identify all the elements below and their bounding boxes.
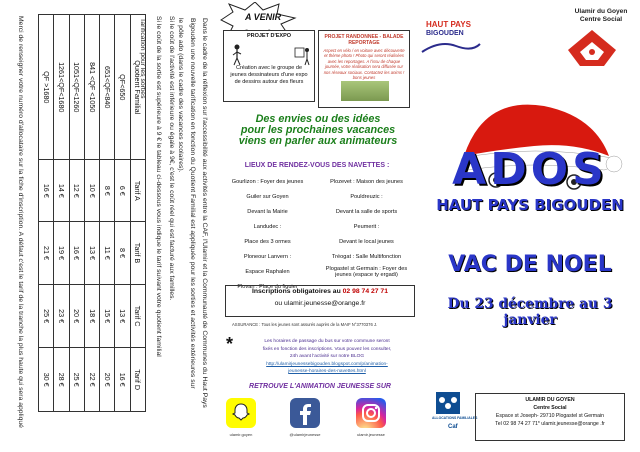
list-item bbox=[218, 264, 416, 279]
allocataire-note: Merci de renseigner votre numéro d'allocataire sur la fiche d'inscription. A défaut c'est le tarif de la tranche la plus haute qui sera appliqué bbox=[17, 16, 24, 428]
projet-expo-title: PROJET D'EXPO bbox=[246, 33, 292, 39]
lieu-right: Devant la salle de sports bbox=[335, 208, 398, 215]
snapchat-icon[interactable] bbox=[226, 398, 256, 428]
title-ados: ADOS bbox=[452, 144, 608, 195]
instagram-icon[interactable] bbox=[356, 398, 386, 428]
projet-expo-body: Création avec le groupe de jeunes dessinateurs d'une expo de dessins autour des fleurs bbox=[230, 65, 308, 85]
projet-expo-box bbox=[223, 30, 315, 102]
table-cell: 16 € bbox=[69, 222, 84, 285]
projet-rando-box bbox=[318, 30, 410, 108]
table-row bbox=[69, 15, 84, 412]
inscription-email-line bbox=[229, 300, 411, 307]
list-item bbox=[218, 234, 416, 249]
table-header: Quotient Familial bbox=[130, 15, 145, 160]
inscription-email[interactable]: ulamir.jeunesse@orange.fr bbox=[284, 300, 366, 307]
table-cell: 12 € bbox=[69, 160, 84, 222]
inscription-label: Inscriptions obligatoires au bbox=[251, 288, 341, 295]
envies-heading bbox=[218, 114, 418, 147]
ulamir-line-1: Ulamir du Goyen bbox=[574, 8, 628, 15]
ulamir-header bbox=[566, 8, 636, 24]
title-dates: Du 23 décembre au 3 janvier bbox=[447, 296, 613, 328]
table-header: Tarif D bbox=[130, 348, 145, 412]
table-cell: QF >1680 bbox=[39, 15, 54, 160]
horaires-line-1: Les horaires de passage du bus sur votre commune seront bbox=[264, 339, 390, 344]
table-cell: 23 € bbox=[54, 284, 69, 348]
caf-label-1: ALLOCATIONS FAMILIALES bbox=[432, 416, 478, 420]
contact-phone-email[interactable]: Tel 02 98 74 27 71* ulamir.jeunesse@orange .fr bbox=[495, 421, 605, 427]
lieu-right: Devant le local jeunes bbox=[339, 238, 394, 245]
facebook-icon[interactable] bbox=[290, 398, 320, 428]
table-cell: 13 € bbox=[84, 222, 99, 285]
blog-link-1[interactable]: http://ulamirjeunessebigouden.blogspot.com/p/animation- bbox=[266, 361, 388, 367]
contact-subtitle: Centre Social bbox=[533, 405, 567, 411]
table-cell: 1051<QF<1260 bbox=[69, 15, 84, 160]
hpb-logo-line-2: BIGOUDEN bbox=[426, 30, 464, 37]
list-item bbox=[218, 174, 416, 189]
inscription-phone[interactable]: 02 98 74 27 71 bbox=[342, 288, 388, 295]
table-cell: 14 € bbox=[54, 160, 69, 222]
list-item bbox=[218, 204, 416, 219]
tariff-table-wrap bbox=[38, 14, 146, 412]
table-cell: 18 € bbox=[84, 284, 99, 348]
table-cell: 6 € bbox=[115, 160, 130, 222]
table-row bbox=[54, 15, 69, 412]
lieu-right: Pouldreuzic : bbox=[350, 193, 383, 200]
horaires-line-2: fixés en fonction des inscriptions. Vous pouvez les consulter, bbox=[262, 346, 392, 352]
blog-link-2[interactable]: jeunesse-horaires-des-navettes.html bbox=[288, 369, 366, 374]
hpb-logo-line-1: HAUT PAYS bbox=[426, 20, 471, 29]
table-cell: 13 € bbox=[115, 284, 130, 348]
contact-title: ULAMIR DU GOYEN bbox=[525, 397, 575, 403]
table-cell: 8 € bbox=[115, 222, 130, 285]
lieu-right: Plogastel st Germain : Foyer des jeunes (espace ty ergadi) bbox=[325, 265, 408, 278]
inscription-email-prefix: ou bbox=[274, 300, 283, 307]
list-item bbox=[218, 249, 416, 264]
paragraph-small: Si le coût de la sortie est supérieure à 9 € le tableau ci-dessous vous indique le tarif suivant votre quotient familial bbox=[155, 16, 162, 357]
table-cell: 20 € bbox=[69, 284, 84, 348]
lieu-left: Landudec : bbox=[253, 223, 282, 230]
paragraph-main-1: Dans le cadre de la réflexion sur l'accessibilité aux activités entre la CAF, l'Ulamir et la Communauté de Communes du Haut Pays bbox=[201, 18, 208, 408]
table-cell: 651<QF<840 bbox=[100, 15, 115, 160]
lieu-right: Tréogat : Salle Multifonction bbox=[331, 253, 402, 260]
title-haut-pays-bigouden: HAUT PAYS BIGOUDEN bbox=[436, 196, 624, 214]
list-item bbox=[218, 189, 416, 204]
facebook-label: @ulamirjeunesse bbox=[289, 432, 321, 437]
easel-figure-icon bbox=[294, 46, 310, 66]
table-cell: 11 € bbox=[100, 222, 115, 285]
projet-rando-body: Aspect en vélo / en voiture avec découverte et thème photo ! Photo qui seront réalisées avec les reportages. A l'issu de chaque journée, votre réalisation sera diffusée sur nos réseaux sociaux. Contactez les anims ! bons jeunes bbox=[323, 48, 405, 81]
table-cell: 16 € bbox=[115, 348, 130, 412]
horaires-line-3: 24h avant l'activité sur notre BLOG bbox=[289, 354, 365, 359]
lieu-left: Place des 3 ormes bbox=[244, 238, 291, 245]
table-cell: 8 € bbox=[100, 160, 115, 222]
inscription-box bbox=[225, 285, 415, 317]
tarifs-caption: Tarification pour les sorties bbox=[139, 18, 146, 99]
list-item bbox=[218, 219, 416, 234]
table-cell: 1261<QF<1680 bbox=[54, 15, 69, 160]
table-header: Tarif C bbox=[130, 284, 145, 348]
table-header: Tarif A bbox=[130, 160, 145, 222]
envies-line-3: viens en parler aux animateurs bbox=[238, 135, 398, 147]
lieu-left: Ploneour Lanvern : bbox=[243, 253, 292, 260]
table-header: Tarif B bbox=[130, 222, 145, 285]
snapchat-ghost-icon bbox=[226, 398, 256, 428]
paragraph-main-4: Si le coût de l'activité est inférieure ou égale à 9€, c'est le coût réel qui est facturé aux familles. bbox=[168, 16, 175, 301]
lieu-left: Devant la Mairie bbox=[247, 208, 288, 215]
table-row bbox=[100, 15, 115, 412]
envies-line-1: Des envies ou des idées bbox=[255, 113, 381, 125]
table-cell: 21 € bbox=[39, 222, 54, 285]
horaires-block bbox=[238, 338, 416, 376]
caf-label-2: Caf bbox=[448, 424, 458, 430]
lieux-title: LIEUX DE RENDEZ-VOUS DES NAVETTES : bbox=[244, 162, 390, 169]
paragraph-main-2: Bigouden une nouvelle tarification en fonction du Quotient Familial est appliquée pour les sorties et activités extérieures sur bbox=[189, 18, 196, 389]
tariff-table-rotated bbox=[38, 14, 146, 412]
table-cell: QF<650 bbox=[115, 15, 130, 160]
title-vac-de-noel: VAC DE NOEL bbox=[448, 252, 612, 277]
instagram-label: ulamir.jeunesse bbox=[357, 432, 385, 437]
lieu-left: Plovan : Place du figuier bbox=[237, 283, 298, 290]
paragraph-main-3: le pôle ado (dans le cadre des vacances scolaires). bbox=[177, 18, 184, 173]
rando-photo bbox=[341, 81, 389, 101]
table-row bbox=[84, 15, 99, 412]
table-cell: 25 € bbox=[69, 348, 84, 412]
contact-address: Espace st Joseph- 29710 Plogastel st Germain bbox=[495, 413, 605, 419]
lieu-right: Peumerit : bbox=[353, 223, 380, 230]
ulamir-line-2: Centre Social bbox=[579, 16, 623, 23]
table-cell: 19 € bbox=[54, 222, 69, 285]
lieux-grid bbox=[218, 174, 416, 294]
stick-figure-icon bbox=[232, 44, 242, 66]
envies-line-2: pour les prochaines vacances bbox=[240, 124, 396, 136]
asterisk-mark: * bbox=[226, 334, 234, 354]
table-row bbox=[39, 15, 54, 412]
table-cell: 15 € bbox=[100, 284, 115, 348]
table-cell: 16 € bbox=[39, 160, 54, 222]
ulamir-logo-icon bbox=[564, 26, 620, 70]
retrouve-heading: RETROUVE L'ANIMATION JEUNESSE SUR bbox=[249, 383, 391, 390]
table-cell: 25 € bbox=[39, 284, 54, 348]
facebook-f-icon bbox=[290, 398, 320, 428]
table-cell: 30 € bbox=[39, 348, 54, 412]
lieu-left: Guiler sur Goyen bbox=[246, 193, 289, 200]
snapchat-label: ulamir.goyen bbox=[229, 432, 253, 437]
lieu-left: Gourlizon : Foyer des jeunes bbox=[231, 178, 304, 185]
inscription-line bbox=[229, 288, 411, 295]
lieu-left: Espace Raphalen bbox=[245, 268, 290, 275]
lieu-right: Plozevet : Maison des jeunes bbox=[330, 178, 403, 185]
table-cell: 20 € bbox=[100, 348, 115, 412]
table-cell: 28 € bbox=[54, 348, 69, 412]
avenir-badge: A VENIR bbox=[245, 12, 282, 22]
table-row bbox=[115, 15, 130, 412]
contact-box bbox=[475, 393, 625, 441]
projet-rando-title: PROJET RANDONNEE - BALADE REPORTAGE bbox=[324, 34, 404, 46]
table-cell: 841 <QF <1050 bbox=[84, 15, 99, 160]
tariff-table bbox=[38, 14, 146, 412]
assurance-note: ASSURANCE : Tous les jeunes sont assurés auprès de la MAIF N°3770376 J. bbox=[232, 322, 378, 327]
table-cell: 22 € bbox=[84, 348, 99, 412]
instagram-camera-icon bbox=[356, 398, 386, 428]
table-cell: 10 € bbox=[84, 160, 99, 222]
